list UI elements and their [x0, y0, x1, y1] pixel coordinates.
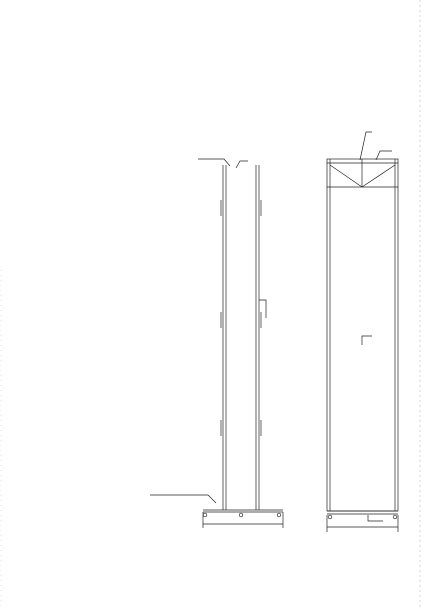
- side-view: [327, 132, 398, 532]
- d40-leader: [259, 300, 266, 318]
- wheel-icon: [203, 513, 207, 517]
- d25-leader: [236, 161, 248, 168]
- base-leader: [150, 495, 216, 503]
- front-view: [150, 159, 283, 528]
- wheel-icon: [328, 515, 332, 519]
- d20-leader: [362, 336, 372, 345]
- wheel-icon: [393, 515, 397, 519]
- wheel-icon: [239, 513, 243, 517]
- side-frame: [327, 159, 398, 511]
- base-dim-leader: [368, 515, 383, 521]
- guard-brace: [330, 165, 362, 187]
- guard-brace: [362, 165, 395, 187]
- h-stoyka-leader: [198, 159, 230, 166]
- deck-leader: [360, 132, 372, 160]
- wheel-icon: [277, 513, 281, 517]
